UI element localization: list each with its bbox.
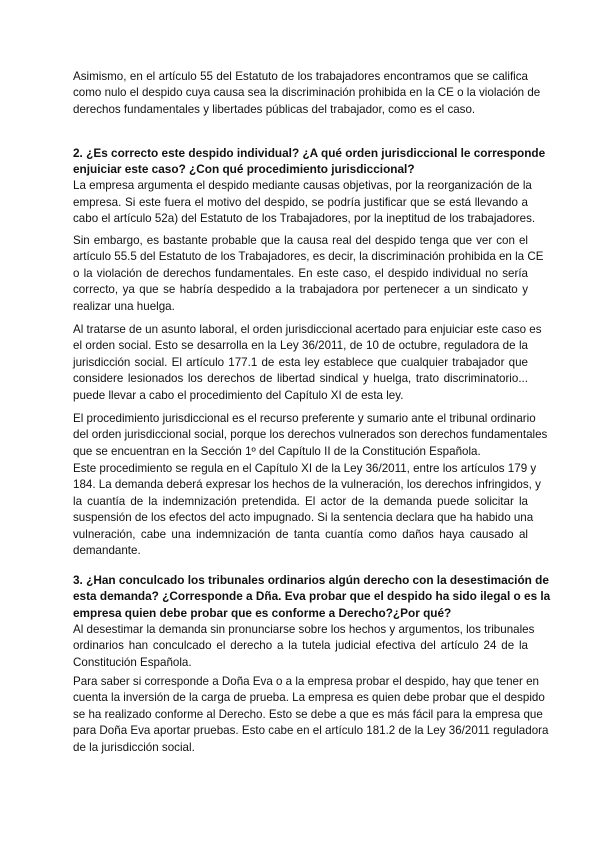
paragraph-line: considere lesionados los derechos de libertad sindical y huelga, trato discriminatorio... — [73, 372, 528, 386]
paragraph-line: correcto, ya que se habría despedido a la trabajadora por pertenecer a un sindicato y — [73, 283, 528, 297]
heading-line: enjuiciar este caso? ¿Con qué procedimiento jurisdiccional? — [73, 162, 415, 177]
paragraph-line: demandante. — [73, 544, 141, 558]
paragraph-line: cabo el artículo 52a) del Estatuto de los Trabajadores, por la ineptitud de los trabajadores. — [73, 212, 536, 226]
paragraph-line: realizar una huelga. — [73, 299, 175, 313]
paragraph-line: Sin embargo, es bastante probable que la causa real del despido tenga que ver con el — [73, 234, 528, 247]
paragraph-line: Para saber si corresponde a Doña Eva o a la empresa probar el despido, hay que tener en — [73, 675, 539, 688]
paragraph-line: de la jurisdicción social. — [73, 740, 195, 754]
paragraph-line: vulneración, cabe una indemnización de tanta cuantía como daños haya causado al — [73, 527, 528, 541]
paragraph-line: el orden social. Esto se desarrolla en la Ley 36/2011, de 10 de octubre, reguladora de la — [73, 339, 528, 353]
heading-line: 2. ¿Es correcto este despido individual? ¿A qué orden jurisdiccional le corresponde — [73, 146, 546, 160]
paragraph-line: para Doña Eva aportar pruebas. Esto cabe en el artículo 181.2 de la Ley 36/2011 reguladora — [73, 724, 549, 738]
paragraph-line: artículo 55.5 del Estatuto de los Trabajadores, es decir, la discriminación prohibida en la CE — [73, 250, 544, 264]
paragraph-line: como nulo el despido cuya causa sea la discriminación prohibida en la CE o la violación de — [73, 86, 541, 100]
paragraph-line: la cuantía de la indemnización pretendida. El actor de la demanda puede solicitar la — [73, 494, 528, 508]
paragraph-line: 184. La demanda deberá expresar los hechos de la vulneración, los derechos infringidos, y — [73, 478, 541, 492]
paragraph-line: suspensión de los efectos del acto impugnado. Si la sentencia declara que ha habido una — [73, 511, 534, 525]
paragraph-line: cuenta la inversión de la carga de prueba. La empresa es quien debe probar que el despido — [73, 691, 545, 705]
paragraph-line: Al desestimar la demanda sin pronunciarse sobre los hechos y argumentos, los tribunales — [73, 623, 535, 636]
paragraph-line: que se encuentran en la Sección 1º del Capítulo II de la Constitución Española. — [73, 444, 481, 458]
paragraph-line: empresa. Si este fuera el motivo del despido, se podría justificar que se está llevando a — [73, 195, 528, 209]
paragraph-line: Constitución Española. — [73, 655, 192, 669]
paragraph-line: jurisdicción social. El artículo 177.1 de esta ley establece que cualquier trabajador que — [73, 355, 528, 369]
paragraph-line: El procedimiento jurisdiccional es el recurso preferente y sumario ante el tribunal ordinario — [73, 412, 536, 425]
paragraph-line: se ha realizado conforme al Derecho. Esto se debe a que es más fácil para la empresa que — [73, 707, 543, 721]
paragraph-line: La empresa argumenta el despido mediante causas objetivas, por la reorganización de la — [73, 179, 532, 193]
heading-line: 3. ¿Han conculcado los tribunales ordinarios algún derecho con la desestimación de — [73, 573, 549, 587]
paragraph-line: puede llevar a cabo el procedimiento del Capítulo XI de esta ley. — [73, 388, 404, 402]
heading-line: empresa quien debe probar que es conforme a Derecho?¿Por qué? — [73, 605, 452, 620]
paragraph-line: ordinarios han conculcado el derecho a la tutela judicial efectiva del artículo 24 de la — [73, 639, 528, 653]
paragraph-line: Este procedimiento se regula en el Capítulo XI de la Ley 36/2011, entre los artículos 179 y — [73, 462, 537, 475]
paragraph-line: Al tratarse de un asunto laboral, el orden jurisdiccional acertado para enjuiciar este caso es — [73, 323, 542, 336]
heading-line: esta demanda? ¿Corresponde a Dña. Eva probar que el despido ha sido ilegal o es la — [73, 589, 551, 604]
paragraph-line: del orden jurisdiccional social, porque los derechos vulnerados son derechos fundamentales — [73, 428, 548, 442]
paragraph-line: Asimismo, en el artículo 55 del Estatuto de los trabajadores encontramos que se califica — [73, 70, 528, 83]
paragraph-line: derechos fundamentales y libertades públicas del trabajador, como es el caso. — [73, 102, 476, 116]
paragraph-line: o la violación de derechos fundamentales. En este caso, el despido individual no sería — [73, 266, 528, 280]
